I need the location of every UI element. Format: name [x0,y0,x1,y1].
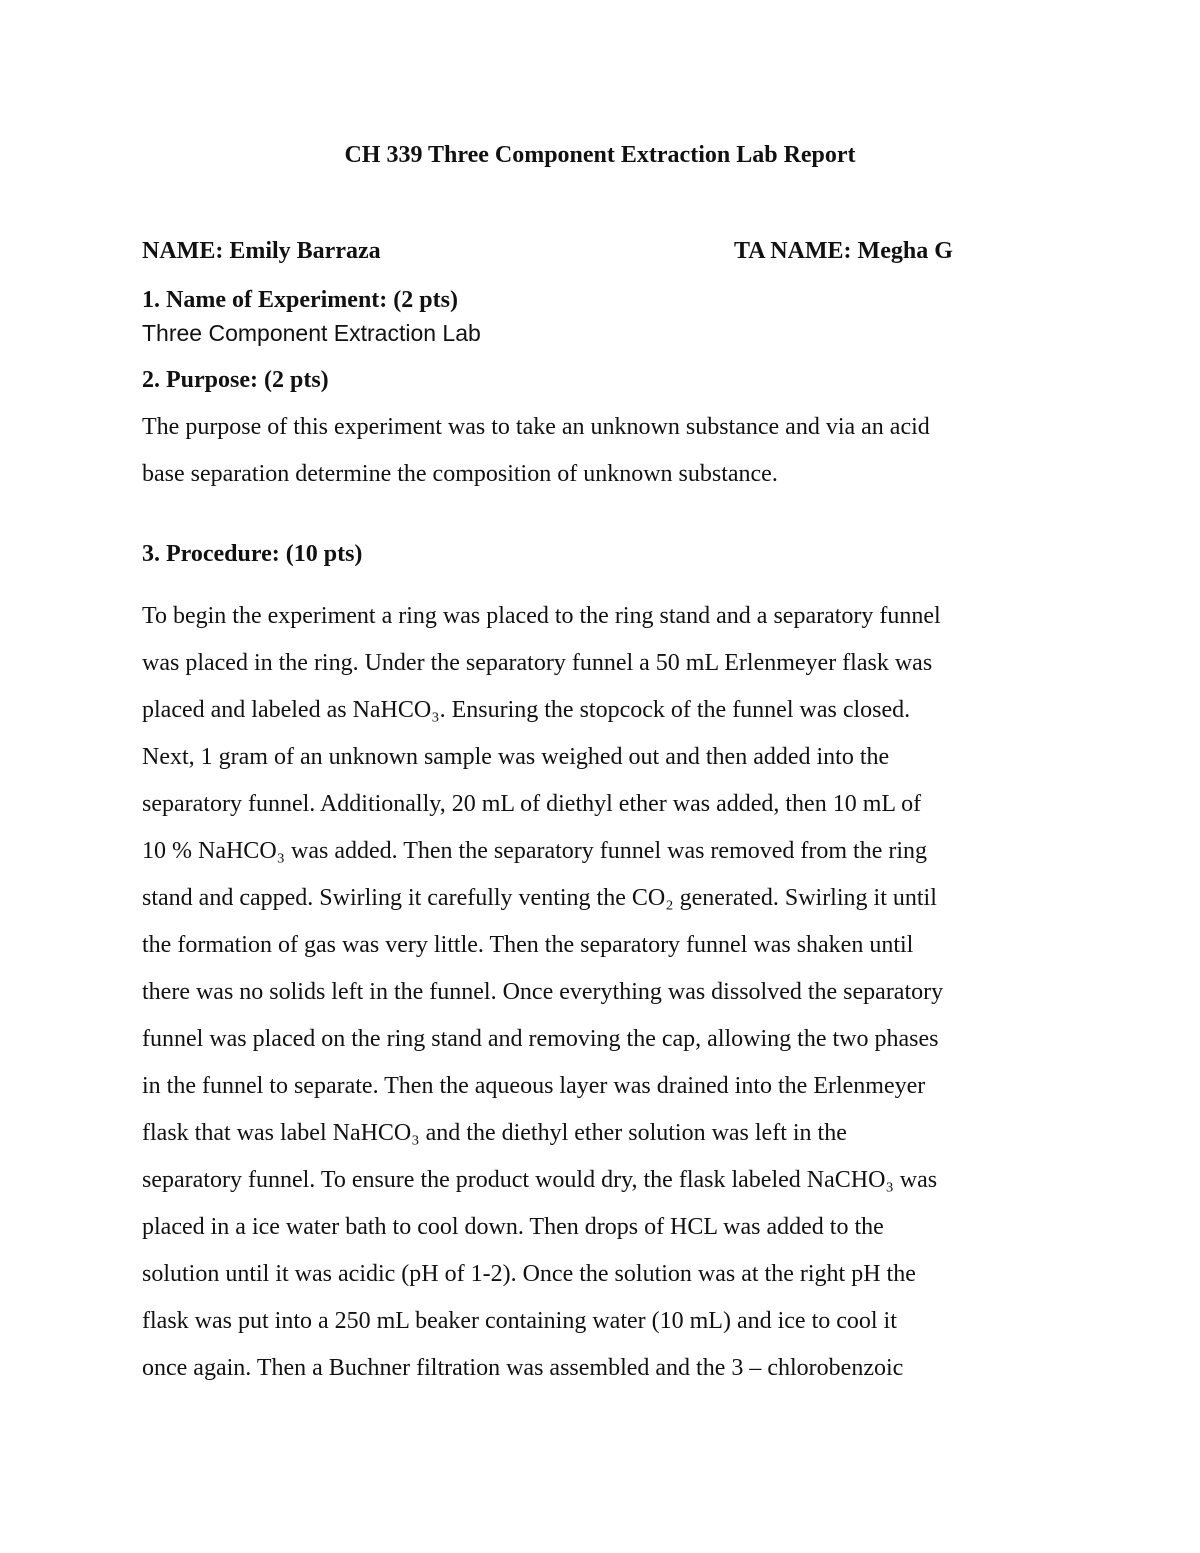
procedure-line: flask was put into a 250 mL beaker containing water (10 mL) and ice to cool it [142,1308,897,1334]
ta-name: TA NAME: Megha G [734,238,953,264]
procedure-line: in the funnel to separate. Then the aqueous layer was drained into the Erlenmeyer [142,1073,926,1099]
procedure-line: Next, 1 gram of an unknown sample was weighed out and then added into the [142,744,890,770]
procedure-line: 10 % NaHCO₃ was added. Then the separatory funnel was removed from the ring [142,838,928,864]
section-2-heading: 2. Purpose: (2 pts) [142,367,329,393]
report-title: CH 339 Three Component Extraction Lab Report [344,142,856,168]
procedure-line: placed in a ice water bath to cool down. Then drops of HCL was added to the [142,1214,884,1240]
procedure-line: placed and labeled as NaHCO₃. Ensuring the stopcock of the funnel was closed. [142,697,911,723]
section-1-heading: 1. Name of Experiment: (2 pts) [142,287,458,313]
procedure-line: solution until it was acidic (pH of 1-2). Once the solution was at the right pH the [142,1261,916,1287]
procedure-line: separatory funnel. Additionally, 20 mL of diethyl ether was added, then 10 mL of [142,791,922,817]
procedure-line: was placed in the ring. Under the separatory funnel a 50 mL Erlenmeyer flask was [142,650,933,676]
procedure-line: there was no solids left in the funnel. Once everything was dissolved the separatory [142,979,944,1005]
purpose-line: The purpose of this experiment was to take an unknown substance and via an acid [142,414,930,440]
procedure-line: separatory funnel. To ensure the product would dry, the flask labeled NaCHO₃ was [142,1167,938,1193]
procedure-paragraph [142,593,1072,1392]
purpose-paragraph [142,404,1072,498]
procedure-line: funnel was placed on the ring stand and removing the cap, allowing the two phases [142,1026,939,1052]
student-name: NAME: Emily Barraza [142,238,381,264]
procedure-line: once again. Then a Buchner filtration was assembled and the 3 – chlorobenzoic [142,1355,904,1381]
section-1-text: Three Component Extraction Lab [142,320,481,346]
purpose-line: base separation determine the composition of unknown substance. [142,461,778,487]
procedure-line: flask that was label NaHCO₃ and the diethyl ether solution was left in the [142,1120,847,1146]
procedure-line: To begin the experiment a ring was placed to the ring stand and a separatory funnel [142,603,941,629]
procedure-line: stand and capped. Swirling it carefully venting the CO₂ generated. Swirling it until [142,885,937,911]
procedure-line: the formation of gas was very little. Then the separatory funnel was shaken until [142,932,914,958]
section-3-heading: 3. Procedure: (10 pts) [142,541,363,567]
